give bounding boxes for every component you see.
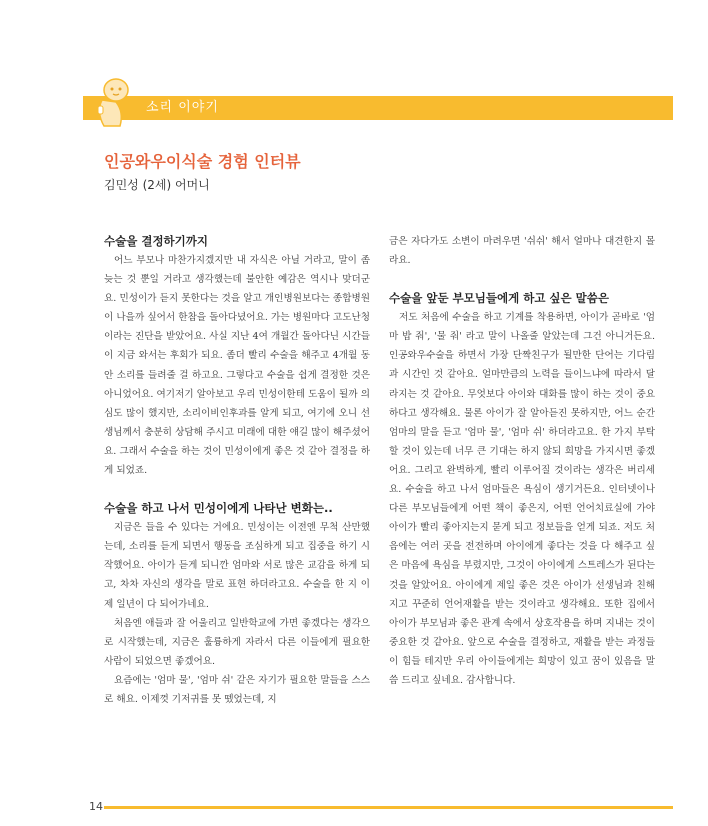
body-paragraph: 요즘에는 '엄마 물', '엄마 쉬' 같은 자기가 필요한 말들을 스스로 해요. 이제껏 기저귀를 못 뗐었는데, 지 bbox=[104, 674, 370, 705]
body-paragraph: 처음엔 애들과 잘 어울리고 일반학교에 가면 좋겠다는 생각으로 시작했는데, 지금은 훌륭하게 자라서 다른 이들에게 필요한 사람이 되었으면 좋겠어요. bbox=[104, 617, 370, 667]
footer-rule bbox=[104, 806, 673, 809]
section-heading: 수술을 결정하기까지 bbox=[104, 234, 208, 248]
section-heading: 수술을 하고 나서 민성이에게 나타난 변화는.. bbox=[104, 501, 333, 516]
right-column bbox=[389, 232, 655, 690]
body-paragraph: 어느 부모나 마찬가지겠지만 내 자식은 아닐 거라고, 말이 좀 늦는 것 뿐일 거라고 생각했는데 불안한 예감은 역시나 맞더군요. 민성이가 듣지 못한다는 것을 알고 개인병원보다는 종합병원이 나을까 싶어서 한참을 돌아다녔어요. 가는 병원마다 고도난청이라는 진단을 받았어요. 사실 지난 4여 개월간 돌아다닌 시간들이 지금 와서는 후회가 되요. 좀더 빨리 수술을 해주고 4개월 동안 소리를 들려줄 걸 하고요. 그렇다고 수술을 쉽게 결정한 것은 아니었어요. 여기저기 알아보고 우리 민성이한테 도움이 될까 의심도 많이 했지만, 소리이비인후과를 알게 되고, 여기에 오니 선생님께서 충분히 상담해 주시고 미래에 대한 얘길 많이 해주셨어요. 그래서 수술을 하는 것이 민성이에게 좋은 것 같아 결정을 하게 되었죠. bbox=[104, 255, 370, 477]
article-author: 김민성 (2세) 어머니 bbox=[104, 178, 210, 192]
section-heading: 수술을 앞둔 부모님들에게 하고 싶은 말씀은 bbox=[389, 291, 609, 306]
page-number: 14 bbox=[89, 800, 103, 813]
article-title: 인공와우이식술 경험 인터뷰 bbox=[104, 152, 301, 171]
body-paragraph: 금은 자다가도 소변이 마려우면 '쉬쉬' 해서 얼마나 대견한지 몰라요. bbox=[389, 236, 655, 267]
body-paragraph: 저도 처음에 수술을 하고 기계를 착용하면, 아이가 곧바로 '엄마 밥 줘', '물 줘' 라고 말이 나올줄 알았는데 그건 아니거든요. 인공와우수술을 하면서 가장 단짝친구가 될만한 단어는 기다림과 시간인 것 같아요. 얼마만큼의 노력을 들이느냐에 따라서 달라지는 것 같아요. 무엇보다 아이와 대화를 많이 하는 것이 중요하다고 생각해요. 물론 아이가 잘 알아듣진 못하지만, 어느 순간 엄마의 말을 듣고 '엄마 물', '엄마 쉬' 하더라고요. 한 가지 부탁할 것이 있는데 너무 큰 기대는 하지 않되 희망을 가지시면 좋겠어요. 그리고 완벽하게, 빨리 이루어질 것이라는 생각은 버리세요. 수술을 하고 나서 엄마들은 욕심이 생기거든요. 인터넷이나 다른 부모님들에게 어떤 책이 좋은지, 어떤 언어치료실에 가야 아이가 빨리 좋아지는지 묻게 되고 정보들을 얻게 되죠. 저도 처음에는 여러 곳을 전전하며 아이에게 좋다는 것을 다 해주고 싶은 마음에 욕심을 부렸지만, 그것이 아이에게 스트레스가 된다는 것을 알았어요. 아이에게 제일 좋은 것은 아이가 선생님과 친해지고 꾸준히 언어재활을 받는 것이라고 생각해요. 또한 집에서 아이가 부모님과 좋은 관계 속에서 상호작용을 하며 지내는 것이 중요한 것 같아요. 앞으로 수술을 결정하고, 재활을 받는 과정들이 힘들 테지만 우리 아이들에게는 희망이 있고 꿈이 있음을 말씀 드리고 싶네요. 감사합니다. bbox=[389, 312, 655, 686]
section-label: 소리 이야기 bbox=[146, 100, 219, 115]
hearing-aid-character-icon bbox=[90, 76, 136, 132]
section-banner bbox=[83, 96, 673, 120]
body-paragraph: 지금은 들을 수 있다는 거에요. 민성이는 이전엔 무척 산만했는데, 소리를 듣게 되면서 행동을 조심하게 되고 집중을 하기 시작했어요. 아이가 듣게 되니깐 엄마와 서로 많은 교감을 하게 되고, 차차 자신의 생각을 말로 표현 하더라고요. 수술을 한 지 이제 일년이 다 되어가네요. bbox=[104, 522, 370, 610]
left-column bbox=[104, 232, 370, 709]
